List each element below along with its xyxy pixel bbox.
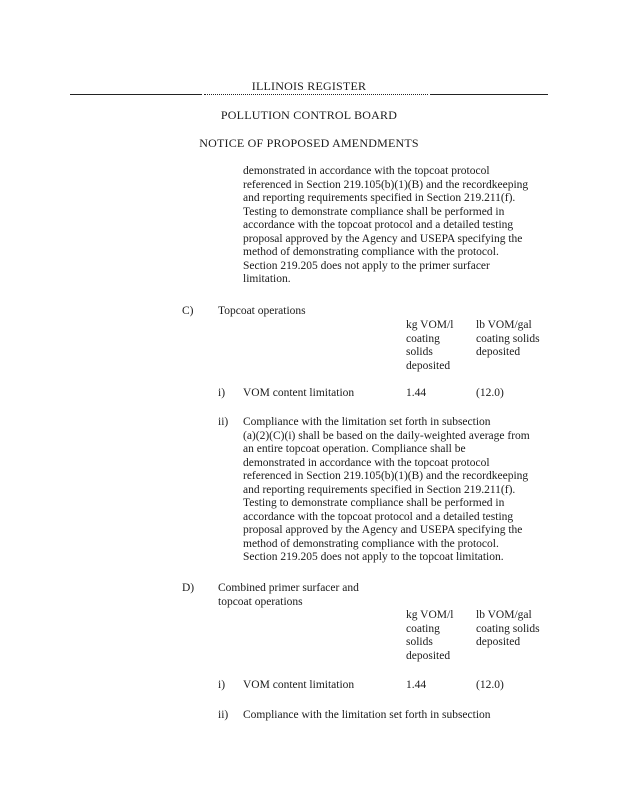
column-header-line: solids — [406, 346, 433, 358]
paragraph-line: an entire topcoat operation. Compliance shall be — [243, 443, 466, 455]
section-c-title: Topcoat operations — [218, 305, 306, 317]
section-d-item-i-marker: i) — [218, 679, 226, 691]
paragraph-line: method of demonstrating compliance with the protocol. — [243, 246, 499, 258]
paragraph-line: accordance with the topcoat protocol and a detailed testing — [243, 510, 514, 523]
section-title-line: Combined primer surfacer and — [218, 582, 359, 594]
notice-title: NOTICE OF PROPOSED AMENDMENTS — [199, 136, 419, 150]
paragraph-line: (a)(2)(C)(i) shall be based on the daily-weighted average from — [243, 429, 530, 442]
section-d-item-i-value-kg: 1.44 — [406, 679, 427, 691]
column-header-line: kg VOM/l — [406, 609, 454, 621]
paragraph-line: Section 219.205 does not apply to the topcoat limitation. — [243, 551, 504, 563]
paragraph-line: referenced in Section 219.105(b)(1)(B) and the recordkeeping — [243, 178, 529, 191]
paragraph-line: demonstrated in accordance with the topcoat protocol — [243, 456, 490, 469]
header-rule-left — [70, 94, 202, 95]
column-header-line: coating solids — [476, 622, 540, 635]
header-rule-center — [204, 94, 428, 95]
section-c-item-i-marker: i) — [218, 387, 226, 399]
section-c-marker: C) — [182, 305, 194, 317]
paragraph-line: Testing to demonstrate compliance shall be performed in — [243, 205, 505, 218]
column-header-line: deposited — [476, 346, 521, 358]
header-rule-right — [430, 94, 548, 95]
paragraph-line: proposal approved by the Agency and USEPA specifying the — [243, 524, 523, 536]
section-c-col2-header — [476, 319, 540, 360]
section-d-marker: D) — [182, 582, 195, 594]
column-header-line: deposited — [406, 649, 451, 662]
paragraph-line: demonstrated in accordance with the topcoat protocol — [243, 165, 490, 177]
paragraph-line: Testing to demonstrate compliance shall be performed in — [243, 497, 505, 509]
section-c-item-ii-marker: ii) — [218, 416, 229, 428]
paragraph-line: and reporting requirements specified in Section 219.211(f). — [243, 192, 516, 204]
column-header-line: deposited — [476, 636, 521, 648]
intro-paragraph — [243, 165, 528, 287]
paragraph-line: limitation. — [243, 273, 291, 285]
board-title: POLLUTION CONTROL BOARD — [220, 108, 398, 122]
column-header-line: deposited — [406, 359, 451, 372]
paragraph-line: referenced in Section 219.105(b)(1)(B) and the recordkeeping — [243, 470, 529, 482]
paragraph-line: Section 219.205 does not apply to the primer surfacer — [243, 259, 490, 272]
section-d-col2-header — [476, 609, 540, 650]
paragraph-line: and reporting requirements specified in Section 219.211(f). — [243, 483, 516, 496]
paragraph-line: method of demonstrating compliance with the protocol. — [243, 537, 499, 550]
section-d-item-ii-marker: ii) — [218, 709, 229, 721]
section-title-line: topcoat operations — [218, 595, 303, 608]
section-c-item-i-label: VOM content limitation — [243, 387, 355, 399]
column-header-line: lb VOM/gal — [476, 319, 532, 331]
section-c-item-i-value-kg: 1.44 — [406, 387, 427, 399]
column-header-line: kg VOM/l — [406, 319, 454, 331]
paragraph-line: Compliance with the limitation set forth in subsection — [243, 416, 491, 428]
section-d-col1-header — [406, 609, 453, 663]
paragraph-line: proposal approved by the Agency and USEPA specifying the — [243, 232, 523, 245]
section-c-item-ii-paragraph — [243, 416, 530, 565]
register-title: ILLINOIS REGISTER — [251, 79, 367, 93]
section-d-item-i-label: VOM content limitation — [243, 679, 355, 691]
section-c-col1-header — [406, 319, 453, 373]
column-header-line: lb VOM/gal — [476, 609, 532, 621]
column-header-line: coating — [406, 622, 440, 635]
paragraph-line: accordance with the topcoat protocol and a detailed testing — [243, 219, 514, 231]
column-header-line: coating solids — [476, 332, 540, 345]
section-d-title — [218, 582, 359, 609]
column-header-line: coating — [406, 332, 440, 345]
section-d-item-i-value-lb: (12.0) — [476, 679, 504, 691]
column-header-line: solids — [406, 636, 433, 648]
section-c-item-i-value-lb: (12.0) — [476, 387, 504, 399]
section-d-item-ii-text: Compliance with the limitation set forth in subsection — [243, 709, 491, 721]
